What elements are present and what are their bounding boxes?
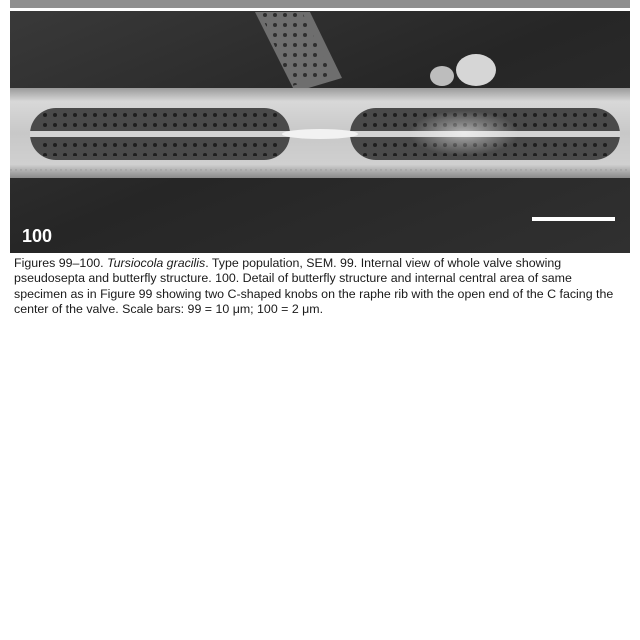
panel-label: 100 — [22, 226, 53, 246]
sem-image — [10, 0, 630, 253]
scale-bar — [532, 217, 615, 221]
caption-lead: Figures 99–100. — [14, 256, 107, 270]
caption-body: . Type population, SEM. 99. Internal view of whole valve showing pseudosepta and butterfly structure. 100. Detail of butterfly structure and internal central area of same specimen as in Figure 99 showing two C-shaped knobs on the raphe rib with the open end of the C facing the center of the valve. Scale bars: 99 = 10 μm; 100 = 2 μm. — [14, 256, 614, 316]
sem-micrograph-figure-100 — [10, 0, 630, 253]
caption-taxon: Tursiocola gracilis — [107, 256, 206, 270]
diatom-valve — [10, 88, 630, 178]
figure-caption — [14, 256, 626, 317]
